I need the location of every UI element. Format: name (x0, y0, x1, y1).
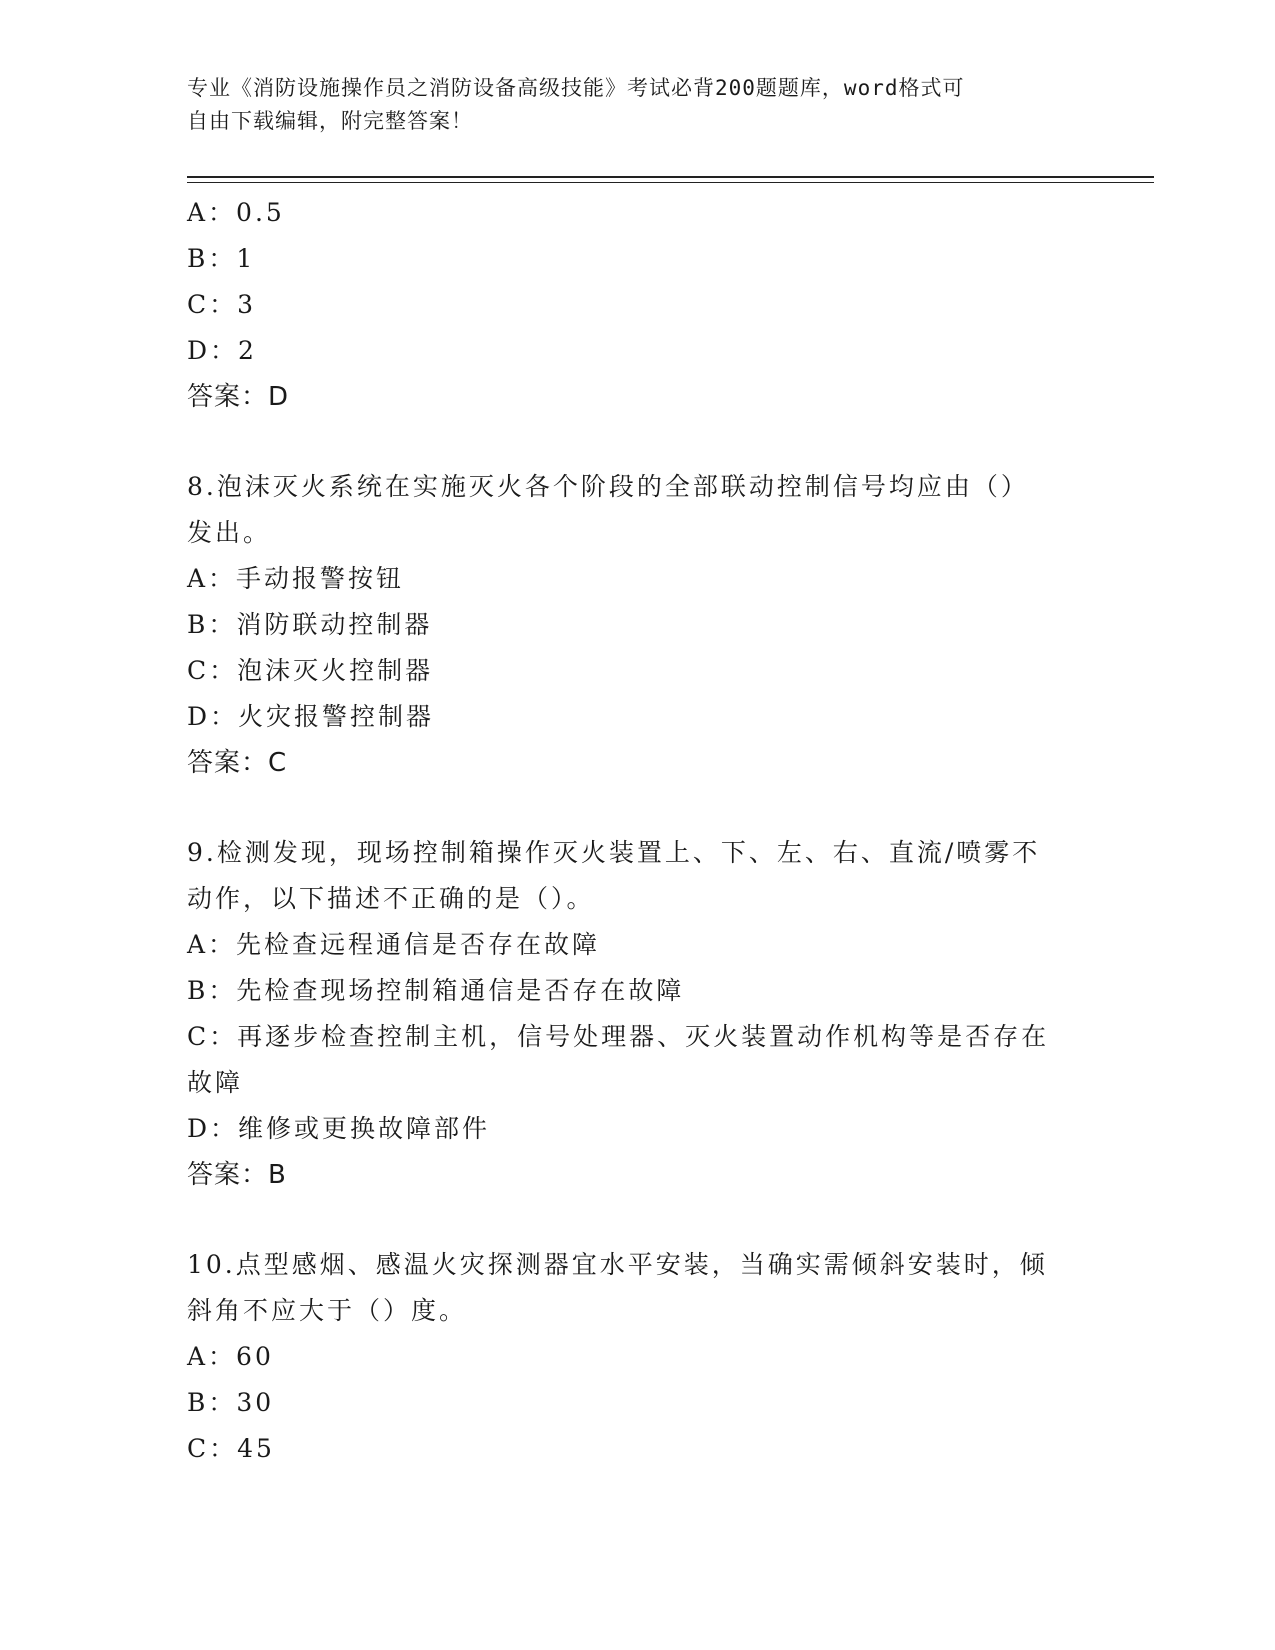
answer-line: 答案：D (187, 382, 290, 412)
option-c-line-1: C：再逐步检查控制主机，信号处理器、灭火装置动作机构等是否存在 (187, 1022, 1050, 1051)
answer-line: 答案：C (187, 748, 288, 778)
header-line-2: 自由下载编辑，附完整答案！ (187, 109, 473, 133)
option-a: A：手动报警按钮 (187, 564, 405, 593)
answer-line: 答案：B (187, 1160, 287, 1190)
question-text-line-2: 动作，以下描述不正确的是（）。 (187, 884, 595, 913)
option-c: C：45 (187, 1434, 275, 1463)
option-a: A：60 (187, 1342, 274, 1371)
spacer (187, 786, 1087, 830)
option-c-line-2: 故障 (187, 1068, 244, 1097)
option-b: B：消防联动控制器 (187, 610, 433, 639)
question-text-line-2: 发出。 (187, 518, 272, 547)
option-b: B：30 (187, 1388, 275, 1417)
header-divider-thin (187, 182, 1154, 183)
question-text-line-1: 9.检测发现，现场控制箱操作灭火装置上、下、左、右、直流/喷雾不 (187, 838, 1041, 867)
option-c: C：泡沫灭火控制器 (187, 656, 434, 685)
option-d: D：火灾报警控制器 (187, 702, 435, 731)
question-7-block (187, 190, 1087, 420)
spacer (187, 420, 1087, 464)
document-header (187, 72, 1087, 138)
question-text-line-1: 8.泡沫灭火系统在实施灭火各个阶段的全部联动控制信号均应由（） (187, 472, 1029, 501)
option-b: B：1 (187, 244, 256, 273)
spacer (187, 1198, 1087, 1242)
header-line-1: 专业《消防设施操作员之消防设备高级技能》考试必背200题题库，word格式可 (187, 76, 965, 100)
question-9-block (187, 830, 1087, 1198)
option-a: A：0.5 (187, 198, 285, 227)
question-content (187, 190, 1087, 1472)
question-text-line-2: 斜角不应大于（）度。 (187, 1296, 468, 1325)
question-10-block (187, 1242, 1087, 1472)
option-b: B：先检查现场控制箱通信是否存在故障 (187, 976, 685, 1005)
option-d: D：维修或更换故障部件 (187, 1114, 491, 1143)
option-a: A：先检查远程通信是否存在故障 (187, 930, 601, 959)
option-c: C：3 (187, 290, 257, 319)
header-divider-thick (187, 176, 1154, 178)
question-8-block (187, 464, 1087, 786)
question-text-line-1: 10.点型感烟、感温火灾探测器宜水平安装，当确实需倾斜安装时，倾 (187, 1250, 1048, 1279)
option-d: D：2 (187, 336, 257, 365)
